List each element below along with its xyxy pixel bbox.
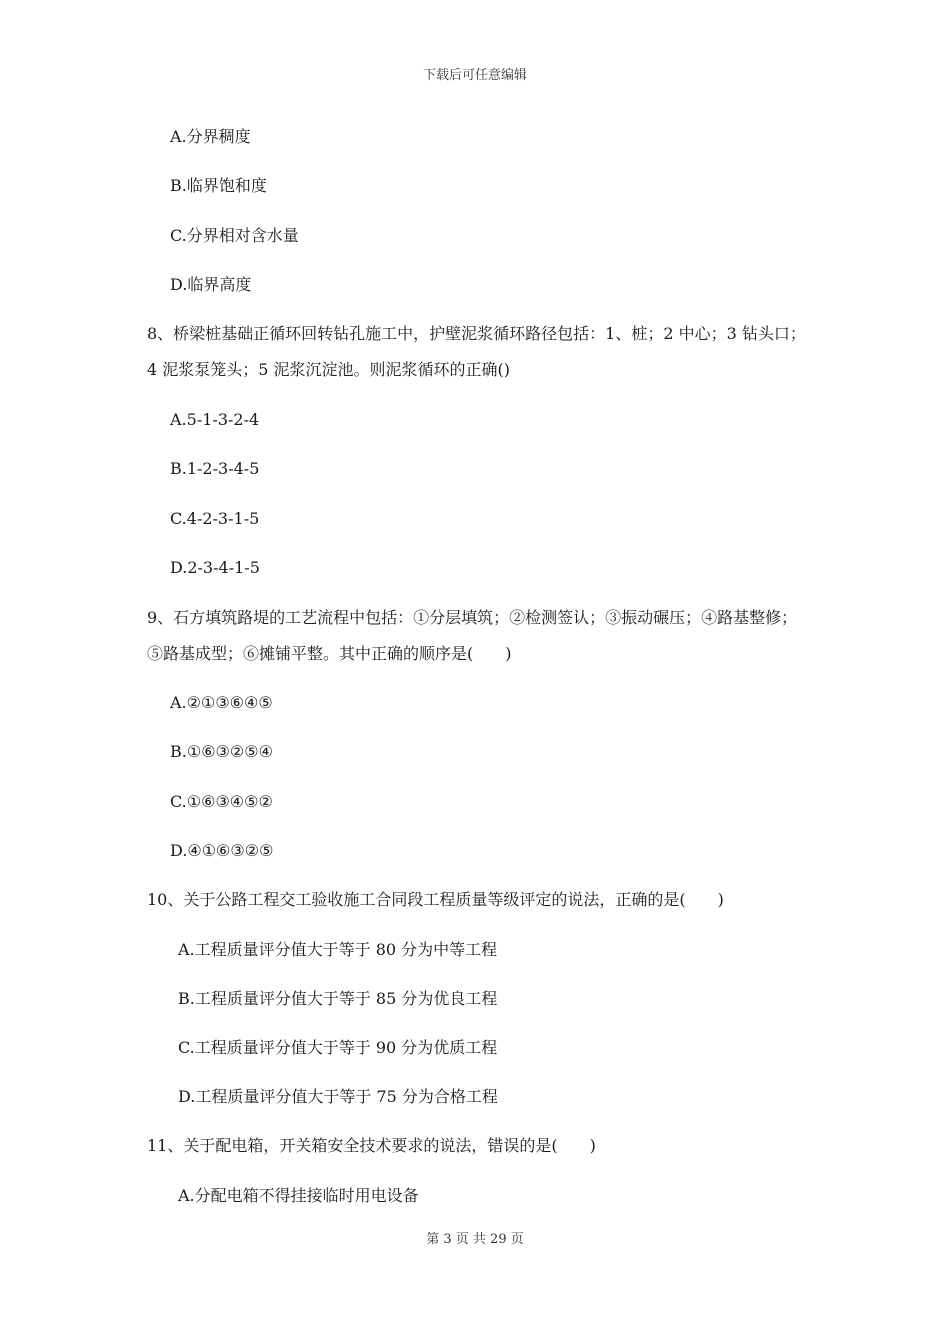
page-header: 下载后可任意编辑: [422, 68, 527, 83]
q7-option-a: A.分界稠度: [170, 127, 251, 146]
q10-text: 10、关于公路工程交工验收施工合同段工程质量等级评定的说法，正确的是( ): [147, 890, 724, 909]
q10-option-a: A.工程质量评分值大于等于 80 分为中等工程: [178, 940, 498, 959]
q11-text: 11、关于配电箱，开关箱安全技术要求的说法，错误的是( ): [147, 1136, 596, 1155]
q9-text-line2: ⑤路基成型；⑥摊铺平整。其中正确的顺序是( ): [147, 644, 512, 663]
q9-option-b: B.①⑥③②⑤④: [170, 742, 273, 761]
q7-option-c: C.分界相对含水量: [170, 226, 299, 245]
q11-option-a: A.分配电箱不得挂接临时用电设备: [178, 1186, 419, 1205]
q9-text-line1: 9、石方填筑路堤的工艺流程中包括：①分层填筑；②检测签认；③振动碾压；④路基整修；: [147, 608, 798, 627]
q10-option-c: C.工程质量评分值大于等于 90 分为优质工程: [178, 1038, 498, 1057]
q8-text-line2: 4 泥浆泵笼头；5 泥浆沉淀池。则泥浆循环的正确(): [147, 360, 511, 379]
q8-option-d: D.2-3-4-1-5: [170, 558, 260, 577]
q8-option-a: A.5-1-3-2-4: [170, 410, 260, 429]
q9-option-c: C.①⑥③④⑤②: [170, 792, 273, 811]
q9-option-d: D.④①⑥③②⑤: [170, 841, 274, 860]
q10-option-d: D.工程质量评分值大于等于 75 分为合格工程: [178, 1087, 498, 1106]
q7-option-b: B.临界饱和度: [170, 176, 267, 195]
q10-option-b: B.工程质量评分值大于等于 85 分为优良工程: [178, 989, 498, 1008]
q7-option-d: D.临界高度: [170, 275, 252, 294]
q8-option-c: C.4-2-3-1-5: [170, 509, 260, 528]
q9-option-a: A.②①③⑥④⑤: [170, 693, 273, 712]
q8-text-line1: 8、桥梁桩基础正循环回转钻孔施工中，护壁泥浆循环路径包括：1、桩；2 中心；3 钻头口；: [147, 324, 806, 343]
q8-option-b: B.1-2-3-4-5: [170, 459, 260, 478]
page-footer: 第 3 页 共 29 页: [426, 1232, 524, 1247]
